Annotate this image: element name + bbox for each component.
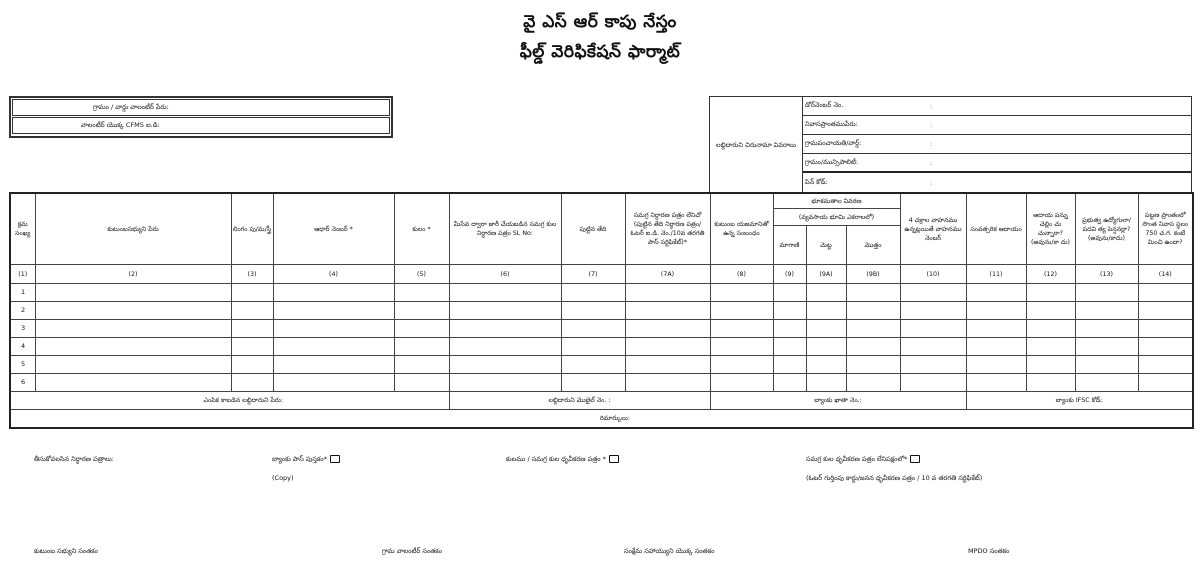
cell[interactable] <box>1026 374 1075 392</box>
header-aadhaar: ఆధార్ నెంబర్ * <box>273 193 394 265</box>
header-dry-land: మెట్ట <box>806 226 846 265</box>
form-subtitle: ఫీల్డ్ వెరిఫికేషన్ ఫార్మాట్ <box>519 42 681 62</box>
remarks-row <box>10 410 1193 429</box>
cell[interactable] <box>806 320 846 338</box>
cell[interactable] <box>1026 284 1075 302</box>
col-num: (3) <box>231 265 273 284</box>
col-num: (11) <box>966 265 1026 284</box>
cell[interactable] <box>231 338 273 356</box>
cell[interactable] <box>966 320 1026 338</box>
cell[interactable] <box>231 356 273 374</box>
col-num: (9) <box>773 265 806 284</box>
cell[interactable] <box>273 320 394 338</box>
selected-beneficiary-name-label: ఎంపిక కాబడిన లబ్దిదారుని పేరు: <box>203 397 283 404</box>
family-members-table <box>9 192 1194 429</box>
cell[interactable] <box>966 284 1026 302</box>
header-annual-income: సంవత్సరిక ఆదాయం <box>966 193 1026 265</box>
cell[interactable] <box>1075 320 1138 338</box>
cell[interactable] <box>1075 374 1138 392</box>
col-num: (12) <box>1026 265 1075 284</box>
volunteer-name-label: గ్రామం / వార్డు వాలంటీర్ పేరు: <box>93 102 169 111</box>
cell[interactable] <box>846 374 900 392</box>
row-serial: 3 <box>10 320 35 338</box>
cell[interactable] <box>773 356 806 374</box>
header-vehicle: 4 చక్రాల వాహనము ఉన్నట్లయితే వాహనము నెంబర్ <box>900 193 966 265</box>
doc-alternate-proof-note: (ఓటర్ గుర్తింపు కార్డు/జనన ధృవీకరణ పత్రం / 10 వ తరగతి సర్టిఫికేట్) <box>806 474 983 482</box>
cell[interactable] <box>710 338 773 356</box>
header-urban-property: పట్టణ ప్రాంతంలో సొంత నివాస స్థలం 750 చ.గ. కంటే మించి ఉందా? <box>1138 193 1193 265</box>
separator: : <box>930 102 933 110</box>
cell[interactable] <box>35 302 231 320</box>
header-land-group: భూకమతాల వివరణ <box>773 193 900 209</box>
cell[interactable] <box>561 374 625 392</box>
door-number-label: డోర్‌నెంబర్ నెం. <box>805 101 844 109</box>
cell[interactable] <box>900 284 966 302</box>
col-num: (9B) <box>846 265 900 284</box>
header-wet-land: మాగాణి <box>773 226 806 265</box>
col-num: (7A) <box>625 265 710 284</box>
cell[interactable] <box>231 374 273 392</box>
cell[interactable] <box>1026 302 1075 320</box>
cell[interactable] <box>1138 284 1193 302</box>
cell[interactable] <box>449 302 561 320</box>
cell[interactable] <box>773 302 806 320</box>
col-num: (2) <box>35 265 231 284</box>
col-num: (14) <box>1138 265 1193 284</box>
panchayat-ward-label: గ్రామపంచాయతి/వార్డ్: <box>805 139 862 147</box>
row-serial: 4 <box>10 338 35 356</box>
remarks-label: రిమార్కులు: <box>600 415 630 422</box>
doc-alternate-proof <box>806 455 920 465</box>
table-row <box>10 284 1193 302</box>
volunteer-cfms-field[interactable] <box>12 117 390 134</box>
cell[interactable] <box>561 320 625 338</box>
cell[interactable] <box>561 356 625 374</box>
col-num: (10) <box>900 265 966 284</box>
cell[interactable] <box>806 338 846 356</box>
cell[interactable] <box>625 302 710 320</box>
cell[interactable] <box>710 284 773 302</box>
remarks-field[interactable] <box>10 410 1193 429</box>
door-number-field[interactable] <box>803 97 1191 116</box>
cell[interactable] <box>561 284 625 302</box>
doc-bank-passbook-note: (Copy) <box>272 474 294 482</box>
row-serial: 5 <box>10 356 35 374</box>
cell[interactable] <box>1075 284 1138 302</box>
header-total-land: మొత్తం <box>846 226 900 265</box>
cell[interactable] <box>273 374 394 392</box>
doc-alternate-proof-label: సమగ్ర కుల ధృవీకరణ పత్రం లేనిపక్షంలో* <box>806 455 908 463</box>
doc-caste-certificate <box>506 455 619 465</box>
volunteer-info-box <box>9 96 393 138</box>
cell[interactable] <box>394 320 449 338</box>
cell[interactable] <box>773 284 806 302</box>
cell[interactable] <box>966 302 1026 320</box>
cell[interactable] <box>231 320 273 338</box>
cell[interactable] <box>806 356 846 374</box>
ifsc-label: బ్యాంకు IFSC కోడ్: <box>1055 397 1103 404</box>
cell[interactable] <box>1026 338 1075 356</box>
cell[interactable] <box>449 356 561 374</box>
table-row <box>10 374 1193 392</box>
header-gender: లింగం పు/మ/స్త్రీ <box>231 193 273 265</box>
doc-bank-passbook <box>272 455 340 465</box>
cell[interactable] <box>710 356 773 374</box>
cell[interactable] <box>231 302 273 320</box>
col-num: (9A) <box>806 265 846 284</box>
cell[interactable] <box>846 302 900 320</box>
cell[interactable] <box>394 356 449 374</box>
cell[interactable] <box>966 338 1026 356</box>
col-num: (8) <box>710 265 773 284</box>
cell[interactable] <box>273 284 394 302</box>
col-num: (4) <box>273 265 394 284</box>
separator: : <box>930 140 933 148</box>
volunteer-signature: గ్రామ వాలంటీర్ సంతకం <box>382 547 442 555</box>
row-serial: 1 <box>10 284 35 302</box>
cell[interactable] <box>35 320 231 338</box>
cell[interactable] <box>900 338 966 356</box>
village-municipality-field[interactable] <box>803 154 1191 173</box>
beneficiary-address-box <box>709 96 1192 192</box>
cell[interactable] <box>966 374 1026 392</box>
cell[interactable] <box>806 302 846 320</box>
doc-caste-certificate-label: కులము / సమగ్ర కుల ధృవీకరణ పత్రం * <box>506 455 606 463</box>
header-serial-number: క్రమ సంఖ్య <box>10 193 35 265</box>
header-member-name: కుటుంబసభ్యుని పేరు <box>35 193 231 265</box>
mobile-number-label: లబ్దిదారుని మొబైల్ నెం. : <box>548 397 611 404</box>
cell[interactable] <box>900 320 966 338</box>
row-serial: 2 <box>10 302 35 320</box>
header-relation: కుటుంబ యజమానితో ఉన్న సంబంధం <box>710 193 773 265</box>
col-num: (5) <box>394 265 449 284</box>
cell[interactable] <box>35 374 231 392</box>
cell[interactable] <box>1075 302 1138 320</box>
beneficiary-details-row <box>10 392 1193 410</box>
cell[interactable] <box>625 338 710 356</box>
cell[interactable] <box>35 338 231 356</box>
cell[interactable] <box>773 338 806 356</box>
cell[interactable] <box>1138 374 1193 392</box>
separator: : <box>930 178 933 187</box>
cell[interactable] <box>1138 338 1193 356</box>
cell[interactable] <box>1138 320 1193 338</box>
caste-certificate-checkbox[interactable] <box>609 455 619 463</box>
table-row <box>10 320 1193 338</box>
header-income-tax: ఆదాయ పన్ను చెల్లిం చు చున్నారా? (అవును/కా దు) <box>1026 193 1075 265</box>
header-dob: పుట్టిన తేది <box>561 193 625 265</box>
cell[interactable] <box>449 338 561 356</box>
cell[interactable] <box>1075 356 1138 374</box>
cell[interactable] <box>625 320 710 338</box>
cell[interactable] <box>625 284 710 302</box>
cell[interactable] <box>1138 302 1193 320</box>
habitation-field[interactable] <box>803 116 1191 135</box>
header-caste: కులం * <box>394 193 449 265</box>
header-land-subtitle: (వ్యవసాయ భూమి ఎకరాలలో) <box>773 209 900 226</box>
pin-code-field[interactable] <box>803 173 1191 192</box>
table-row <box>10 302 1193 320</box>
cell[interactable] <box>625 374 710 392</box>
col-num: (7) <box>561 265 625 284</box>
bank-account-field[interactable] <box>710 392 966 410</box>
ifsc-field[interactable] <box>966 392 1193 410</box>
cell[interactable] <box>846 338 900 356</box>
bank-account-label: బ్యాంకు ఖాతా నెం.: <box>814 397 862 404</box>
header-govt-employee: ప్రభుత్వ ఉద్యోగులా/పదవి త్య పెన్షనర్లా? (అవును/కాదు) <box>1075 193 1138 265</box>
separator: : <box>930 158 933 167</box>
cell[interactable] <box>900 356 966 374</box>
required-documents-label: తీసుకోవలసిన నిర్ధారణ పత్రాలు: <box>34 455 114 463</box>
row-serial: 6 <box>10 374 35 392</box>
bank-passbook-checkbox[interactable] <box>330 455 340 463</box>
col-num: (13) <box>1075 265 1138 284</box>
cell[interactable] <box>625 356 710 374</box>
cell[interactable] <box>1075 338 1138 356</box>
cell[interactable] <box>710 374 773 392</box>
cell[interactable] <box>846 356 900 374</box>
cell[interactable] <box>394 338 449 356</box>
family-member-signature: కుటుంబ సభ్యుని సంతకం <box>34 547 98 555</box>
separator: : <box>930 121 933 129</box>
mpdo-signature: MPDO సంతకం <box>968 547 1010 555</box>
doc-bank-passbook-label: బ్యాంకు పాస్ పుస్తకం* <box>272 455 327 463</box>
cell[interactable] <box>394 284 449 302</box>
column-number-row <box>10 265 1193 284</box>
village-municipality-label: గ్రామం/మున్సిపాలిటీ: <box>805 157 859 166</box>
cell[interactable] <box>806 284 846 302</box>
table-row <box>10 356 1193 374</box>
cell[interactable] <box>1138 356 1193 374</box>
mobile-number-field[interactable] <box>449 392 710 410</box>
selected-beneficiary-name-field[interactable] <box>10 392 449 410</box>
cell[interactable] <box>449 374 561 392</box>
address-section-label: లబ్దిదారుని చిరునామా వివరాలు <box>710 97 803 193</box>
cell[interactable] <box>273 302 394 320</box>
cell[interactable] <box>561 338 625 356</box>
cell[interactable] <box>846 320 900 338</box>
col-num: (1) <box>10 265 35 284</box>
welfare-assistant-signature: సంక్షేమ సహాయ్యుని యొక్క సంతకం <box>624 547 715 555</box>
cell[interactable] <box>449 284 561 302</box>
cell[interactable] <box>900 374 966 392</box>
header-caste-certificate: మీసేవ ద్వారా జారీ చేయబడిన సమగ్ర కుల నిర్ధారణ పత్రం SL No: <box>449 193 561 265</box>
cell[interactable] <box>806 374 846 392</box>
volunteer-cfms-label: వాలంటీర్ యొక్క CFMS ఐ.డి: <box>81 120 160 129</box>
habitation-label: నివాసప్రాంతముపేరు: <box>805 120 858 128</box>
cell[interactable] <box>846 284 900 302</box>
cell[interactable] <box>561 302 625 320</box>
cell[interactable] <box>449 320 561 338</box>
cell[interactable] <box>773 320 806 338</box>
volunteer-name-field[interactable] <box>12 99 390 116</box>
cell[interactable] <box>394 374 449 392</box>
form-title: వై ఎస్ ఆర్ కాపు నేస్తం <box>523 12 677 32</box>
cell[interactable] <box>35 284 231 302</box>
cell[interactable] <box>710 320 773 338</box>
table-row <box>10 338 1193 356</box>
cell[interactable] <box>273 338 394 356</box>
cell[interactable] <box>231 284 273 302</box>
panchayat-ward-field[interactable] <box>803 135 1191 154</box>
cell[interactable] <box>35 356 231 374</box>
cell[interactable] <box>966 356 1026 374</box>
pin-code-label: పిన్ కోడ్: <box>805 177 828 186</box>
cell[interactable] <box>273 356 394 374</box>
cell[interactable] <box>1026 320 1075 338</box>
cell[interactable] <box>394 302 449 320</box>
cell[interactable] <box>710 302 773 320</box>
cell[interactable] <box>900 302 966 320</box>
header-dob-proof: సమగ్ర నిర్ధారణ పత్రం లేనిచో (పుట్టిన తేది నిర్ధారణ పత్రం/ ఓటర్ ఐ.డి. నెం./10వ తరగతి పాస్ సర్టిఫికేట్)* <box>625 193 710 265</box>
alternate-proof-checkbox[interactable] <box>910 455 920 463</box>
col-num: (6) <box>449 265 561 284</box>
cell[interactable] <box>1026 356 1075 374</box>
cell[interactable] <box>773 374 806 392</box>
